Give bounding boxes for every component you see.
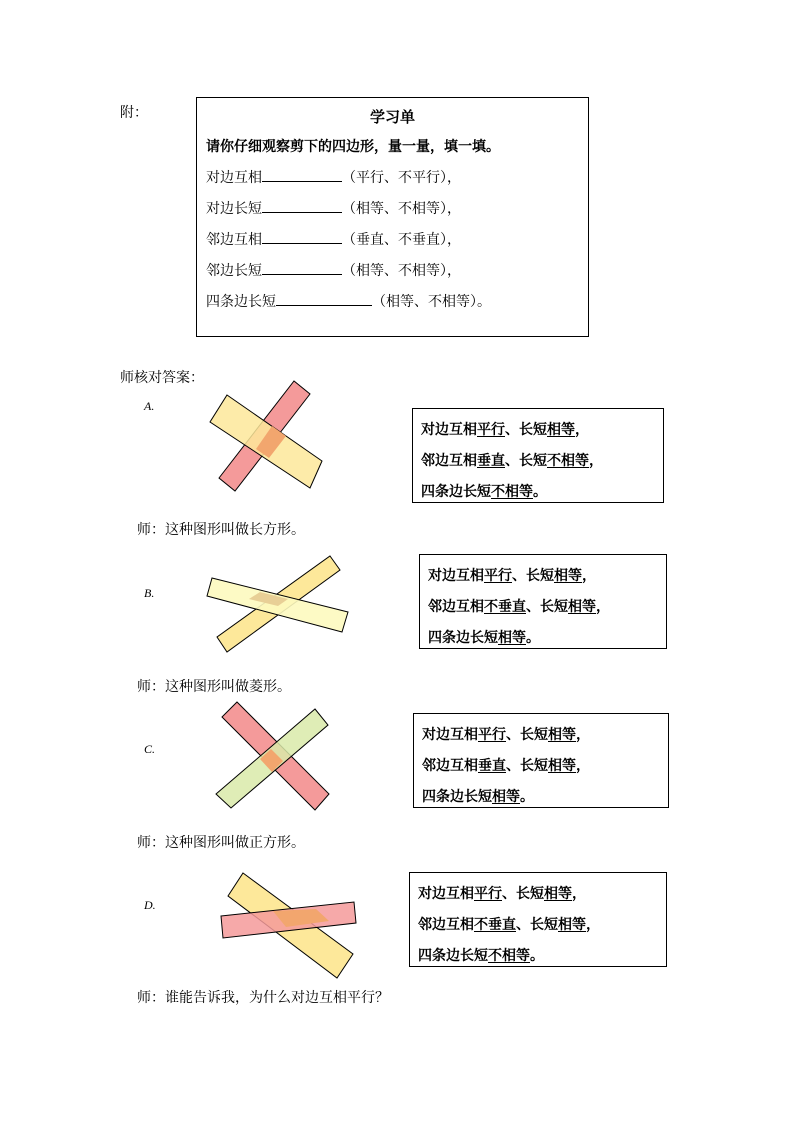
- figure-b-answer-line-3: 四条边长短相等。: [428, 630, 540, 646]
- figure-b-answer-box: [419, 554, 667, 649]
- figure-a-rectangle-strips: [200, 375, 330, 500]
- worksheet-row-four-sides: 四条边长短 （相等、不相等）。: [206, 291, 491, 311]
- figure-d-answer-line-3: 四条边长短不相等。: [418, 948, 544, 964]
- figure-b-letter: B.: [144, 586, 155, 600]
- worksheet-row-opposite-parallel: 对边互相 （平行、不平行），: [206, 167, 461, 187]
- figure-c-square-strips: [205, 698, 340, 818]
- answer-blank[interactable]: [262, 229, 342, 244]
- figure-c-answer-line-1: 对边互相平行、长短相等，: [422, 727, 590, 743]
- figure-d-teacher-remark: 师：谁能告诉我，为什么对边互相平行？: [137, 990, 389, 1006]
- figure-a-answer-box: [412, 408, 664, 503]
- figure-d-answer-line-1: 对边互相平行、长短相等，: [418, 886, 586, 902]
- figure-a-letter: A.: [144, 399, 155, 413]
- answer-blank[interactable]: [276, 291, 372, 306]
- worksheet-title: 学习单: [369, 108, 415, 126]
- answer-blank[interactable]: [262, 260, 342, 275]
- worksheet-box: [196, 97, 589, 337]
- figure-a-answer-line-2: 邻边互相垂直、长短不相等，: [421, 453, 603, 469]
- figure-b-rhombus-strips: [200, 552, 355, 657]
- figure-d-answer-box: [409, 872, 667, 967]
- figure-c-answer-box: [413, 713, 669, 808]
- figure-a-teacher-remark: 师：这种图形叫做长方形。: [137, 522, 305, 538]
- figure-c-letter: C.: [144, 742, 156, 756]
- answer-blank[interactable]: [262, 167, 342, 182]
- attachment-label: 附：: [120, 105, 148, 121]
- worksheet-row-opposite-length: 对边长短 （相等、不相等），: [206, 198, 461, 218]
- figure-a-answer-line-3: 四条边长短不相等。: [421, 484, 547, 500]
- answer-blank[interactable]: [262, 198, 342, 213]
- check-answers-title: 师核对答案：: [120, 370, 204, 386]
- worksheet-row-adjacent-length: 邻边长短 （相等、不相等），: [206, 260, 461, 280]
- figure-b-answer-line-2: 邻边互相不垂直、长短相等，: [428, 599, 610, 615]
- figure-a-answer-line-1: 对边互相平行、长短相等，: [421, 422, 589, 438]
- figure-c-answer-line-3: 四条边长短相等。: [422, 789, 534, 805]
- figure-b-teacher-remark: 师：这种图形叫做菱形。: [137, 679, 291, 695]
- figure-c-teacher-remark: 师：这种图形叫做正方形。: [137, 835, 305, 851]
- worksheet-row-adjacent-perpendicular: 邻边互相 （垂直、不垂直），: [206, 229, 461, 249]
- figure-d-answer-line-2: 邻边互相不垂直、长短相等，: [418, 917, 600, 933]
- figure-b-answer-line-1: 对边互相平行、长短相等，: [428, 568, 596, 584]
- figure-d-parallelogram-strips: [215, 868, 365, 983]
- figure-c-answer-line-2: 邻边互相垂直、长短相等，: [422, 758, 590, 774]
- figure-d-letter: D.: [144, 898, 156, 912]
- worksheet-instruction: 请你仔细观察剪下的四边形，量一量，填一填。: [206, 139, 500, 155]
